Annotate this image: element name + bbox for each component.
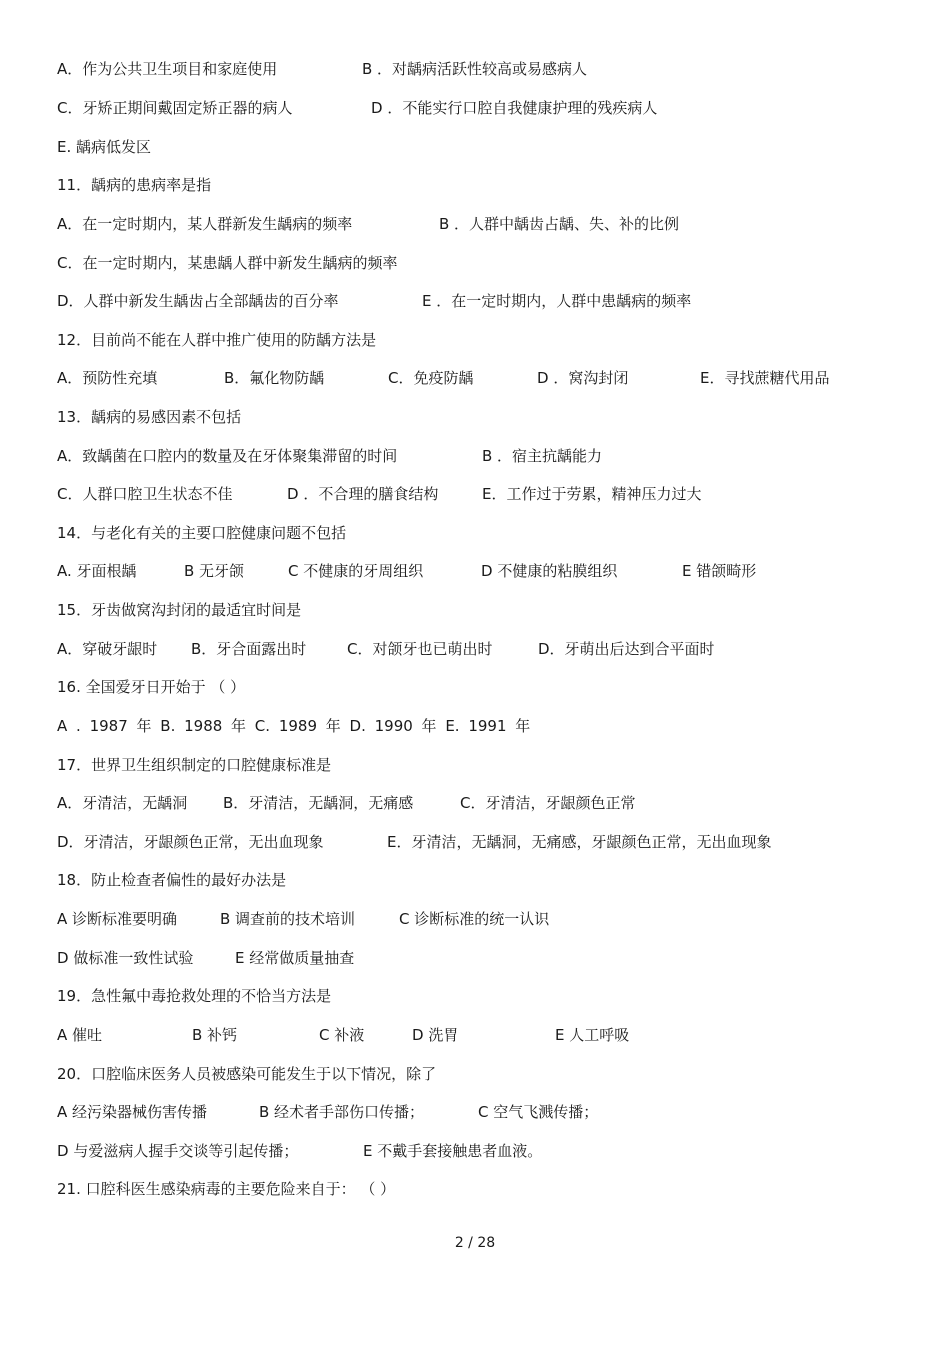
- option-b: B ．宿主抗龋能力: [482, 447, 603, 465]
- option-c: C．牙清洁，牙龈颜色正常: [460, 794, 636, 812]
- option-d: D 做标准一致性试验: [57, 949, 194, 967]
- question-text: 14．与老化有关的主要口腔健康问题不包括: [57, 524, 347, 542]
- option-a: A．致龋菌在口腔内的数量及在牙体聚集滞留的时间: [57, 447, 398, 465]
- question-text: 16. 全国爱牙日开始于 （ ）: [57, 678, 246, 696]
- option-e: E．寻找蔗糖代用品: [700, 369, 830, 387]
- page-number: 2 / 28: [454, 1235, 496, 1251]
- options: A . 1987 年 B. 1988 年 C. 1989 年 D. 1990 年 E. 1991 年: [57, 717, 531, 735]
- question-text: 12．目前尚不能在人群中推广使用的防龋方法是: [57, 331, 377, 349]
- option-c: C．免疫防龋: [388, 369, 474, 387]
- option-b: B．氟化物防龋: [224, 369, 325, 387]
- option-c: C 不健康的牙周组织: [288, 562, 424, 580]
- option-e: E 经常做质量抽查: [235, 949, 355, 967]
- option-b: B 补钙: [192, 1026, 238, 1044]
- option-a: A．穿破牙龈时: [57, 640, 158, 658]
- option-b: B ．人群中龋齿占龋、失、补的比例: [439, 215, 680, 233]
- option-b: B 调查前的技术培训: [220, 910, 356, 928]
- option-e: E ．在一定时期内，人群中患龋病的频率: [422, 292, 692, 310]
- option-b: B 无牙颌: [184, 562, 245, 580]
- option-b: B．牙合面露出时: [191, 640, 307, 658]
- option-d: D ．不合理的膳食结构: [287, 485, 439, 503]
- question-text: 11．龋病的患病率是指: [57, 176, 212, 194]
- option-a: A. 牙面根龋: [57, 562, 137, 580]
- option-a: A 经污染器械伤害传播: [57, 1103, 208, 1121]
- option-c: C．牙矫正期间戴固定矫正器的病人: [57, 99, 293, 117]
- option-b: B 经术者手部伤口传播；: [259, 1103, 425, 1121]
- option-a: A 诊断标准要明确: [57, 910, 178, 928]
- option-c: C 诊断标准的统一认识: [399, 910, 550, 928]
- option-e: E．牙清洁，无龋洞，无痛感，牙龈颜色正常，无出血现象: [387, 833, 772, 851]
- option-e: E 错颌畸形: [682, 562, 757, 580]
- question-text: 19．急性氟中毒抢救处理的不恰当方法是: [57, 987, 332, 1005]
- option-d: D．牙清洁，牙龈颜色正常，无出血现象: [57, 833, 324, 851]
- question-text: 13．龋病的易感因素不包括: [57, 408, 242, 426]
- option-e: E．工作过于劳累，精神压力过大: [482, 485, 702, 503]
- option-d: D 不健康的粘膜组织: [481, 562, 618, 580]
- option-e: E 人工呼吸: [555, 1026, 630, 1044]
- option-e: E. 龋病低发区: [57, 138, 152, 156]
- question-text: 15．牙齿做窝沟封闭的最适宜时间是: [57, 601, 302, 619]
- question-text: 18．防止检查者偏性的最好办法是: [57, 871, 287, 889]
- option-a: A．牙清洁，无龋洞: [57, 794, 188, 812]
- option-c: C 空气飞溅传播；: [478, 1103, 599, 1121]
- option-c: C．人群口腔卫生状态不佳: [57, 485, 233, 503]
- question-text: 17．世界卫生组织制定的口腔健康标准是: [57, 756, 332, 774]
- option-d: D．人群中新发生龋齿占全部龋齿的百分率: [57, 292, 339, 310]
- option-e: E 不戴手套接触患者血液。: [363, 1142, 543, 1160]
- option-a: A．作为公共卫生项目和家庭使用: [57, 60, 278, 78]
- option-a: A．预防性充填: [57, 369, 158, 387]
- option-c: C 补液: [319, 1026, 365, 1044]
- option-d: D 与爱滋病人握手交谈等引起传播；: [57, 1142, 299, 1160]
- option-b: B．牙清洁，无龋洞，无痛感: [223, 794, 414, 812]
- option-c: C．对颌牙也已萌出时: [347, 640, 493, 658]
- question-text: 21. 口腔科医生感染病毒的主要危险来自于： （ ）: [57, 1180, 396, 1198]
- option-d: D 洗胃: [412, 1026, 459, 1044]
- option-a: A．在一定时期内，某人群新发生龋病的频率: [57, 215, 353, 233]
- option-b: B ．对龋病活跃性较高或易感病人: [362, 60, 588, 78]
- option-c: C．在一定时期内，某患龋人群中新发生龋病的频率: [57, 254, 398, 272]
- option-d: D．牙萌出后达到合平面时: [538, 640, 715, 658]
- option-d: D ．窝沟封闭: [537, 369, 629, 387]
- question-text: 20．口腔临床医务人员被感染可能发生于以下情况，除了: [57, 1065, 437, 1083]
- option-a: A 催吐: [57, 1026, 103, 1044]
- option-d: D ．不能实行口腔自我健康护理的残疾病人: [371, 99, 658, 117]
